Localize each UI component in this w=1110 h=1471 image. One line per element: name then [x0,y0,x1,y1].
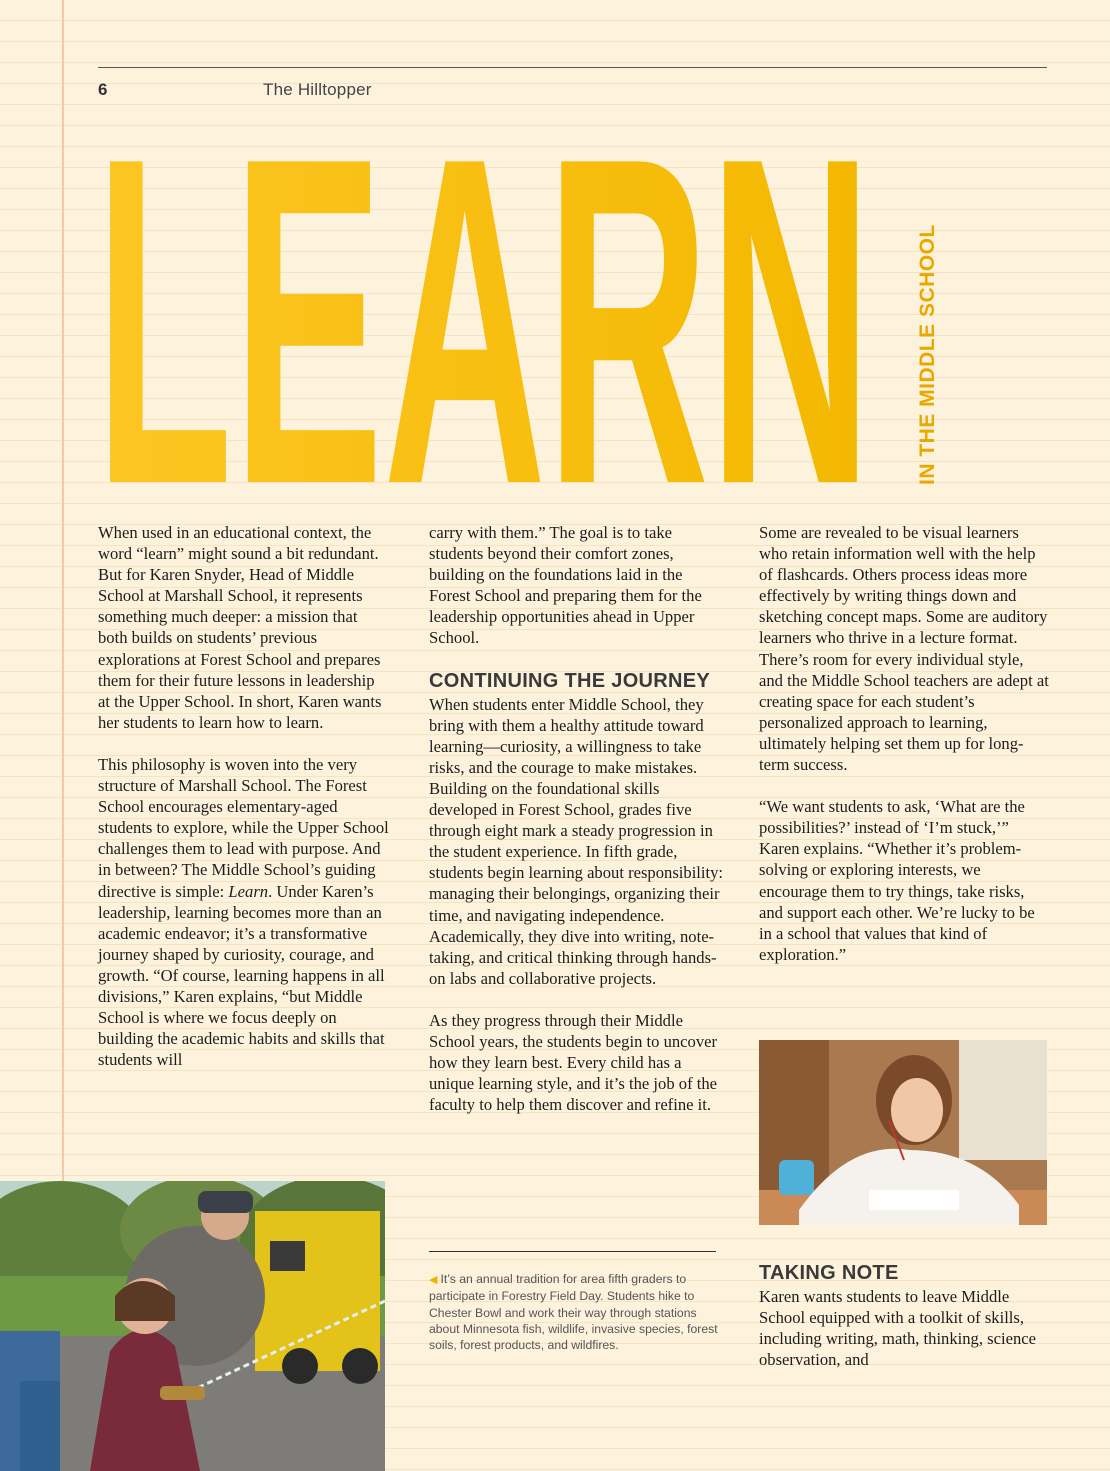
paragraph: “We want students to ask, ‘What are the possibilities?’ instead of ‘I’m stuck,’” Karen explains. “Whether it’s problem-solving or exploring interests, we encourage them to try things, take risks, and support each other. We’re lucky to be in a school that values that kind of exploration.” [759,797,1035,964]
header-rule [98,67,1047,68]
article-column-1 [98,522,390,1091]
section-heading: TAKING NOTE [759,1262,899,1284]
headline-title [95,148,875,488]
article-column-2 [429,522,725,1136]
student-writing-photo [759,1040,1047,1225]
caption-rule [429,1251,716,1252]
caption-text: It’s an annual tradition for area fifth graders to participate in Forestry Field Day. Students hike to Chester Bowl and work their way through stations about Minnesota fish, wildlife, invasive species, forest soils, forest products, and wildfires. [429,1272,718,1353]
section-heading: CONTINUING THE JOURNEY [429,669,711,692]
headline-subtitle: IN THE MIDDLE SCHOOL [916,224,939,485]
paragraph: carry with them.” The goal is to take students beyond their comfort zones, building on the foundations laid in the Forest School and preparing them for the leadership opportunities ahead in Upper School. [429,523,702,648]
headline-text: LEARN [95,148,872,488]
paragraph: Karen wants students to leave Middle School equipped with a toolkit of skills, including writing, math, thinking, science observation, and [759,1287,1036,1370]
article-column-3-continued [759,1262,1051,1370]
paragraph: When students enter Middle School, they bring with them a healthy attitude toward learning—curiosity, a willingness to take risks, and the courage to make mistakes. Building on the foundational skills developed in Forest School, grades five through eight mark a steady progression in the student experience. In fifth grade, students begin learning about responsibility: managing their belongings, organizing their time, and navigating independence. Academically, they dive into writing, note-taking, and critical thinking through hands-on labs and collaborative projects. [429,694,724,988]
paragraph: As they progress through their Middle School years, the students begin to uncover how they learn best. Every child has a unique learning style, and it’s the job of the faculty to help them discover and refine it. [429,1010,718,1115]
caret-left-icon: ◀ [429,1274,438,1286]
page-number: 6 [98,80,108,99]
paragraph: This philosophy is woven into the very structure of Marshall School. The Forest School encourages elementary-aged students to explore, while the Upper School challenges them to lead with purpose. And in between? The Middle School’s guiding directive is simple: Learn. Under Karen’s leadership, learning becomes more than an academic endeavor; it’s a transformative journey shaped by curiosity, courage, and growth. “Of course, learning happens in all divisions,” Karen explains, “but Middle School is where we focus deeply on building the academic habits and skills that students will [98,754,389,1070]
forestry-field-day-photo [0,1181,385,1471]
paragraph: Some are revealed to be visual learners who retain information well with the help of flashcards. Others process ideas more effectively by writing things down and sketching concept maps. Some are auditory learners who thrive in a lecture format. There’s room for every individual style, and the Middle School teachers are adept at creating space for each student’s personalized approach to learning, ultimately helping set them up for long-term success. [759,523,1049,775]
paragraph: When used in an educational context, the word “learn” might sound a bit redundant. But for Karen Snyder, Head of Middle School at Marshall School, it represents something much deeper: a mission that both builds on students’ previous explorations at Forest School and prepares them for their future lessons in leadership at the Upper School. In short, Karen wants her students to learn how to learn. [98,523,382,732]
photo-caption [429,1271,729,1353]
publication-name: The Hilltopper [263,80,372,99]
article-column-3 [759,522,1051,986]
